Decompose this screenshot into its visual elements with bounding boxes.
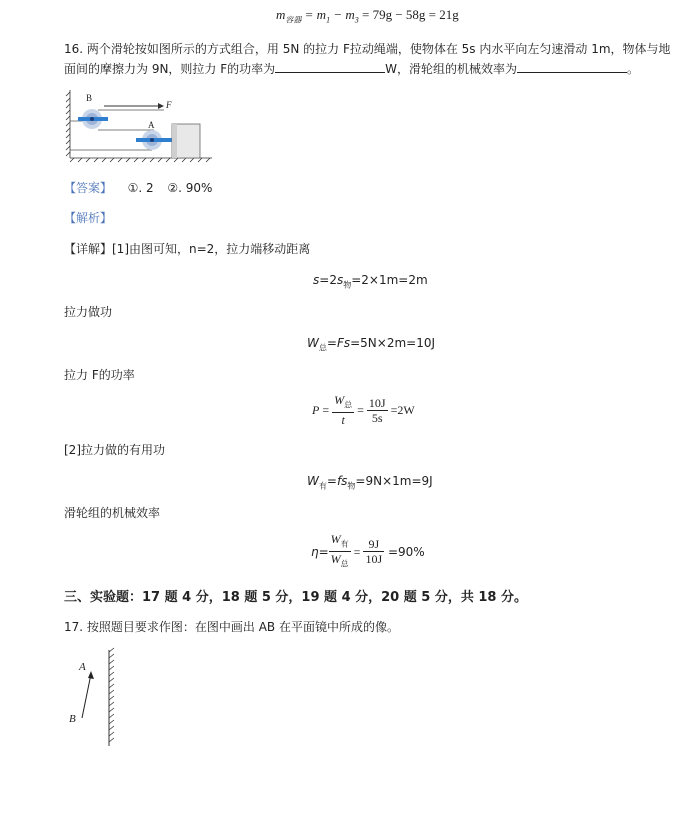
formula-useful-work — [307, 472, 433, 495]
block-object — [172, 124, 200, 158]
q16-line2-prefix: 面间的摩擦力为 9N，则拉力 F的功率为 — [64, 62, 276, 76]
text-efficiency: 滑轮组的机械效率 — [64, 506, 161, 520]
label-f: F — [166, 100, 172, 110]
wall-hatch — [66, 90, 70, 158]
answer-1: ①. 2 — [127, 181, 154, 195]
formula-work — [307, 334, 435, 357]
q16-line2 — [64, 60, 639, 78]
q16-line1: 16. 两个滑轮按如图所示的方式组合，用 5N 的拉力 F拉动绳端，使物体在 5s 内水平向左匀速滑动 1m，物体与地 — [64, 42, 671, 56]
label-a-mirror: A — [79, 661, 86, 673]
f4-fs: fs — [336, 474, 348, 488]
f3-frac2 — [367, 396, 388, 425]
formula-rest: = 79g − 58g = 21g — [358, 7, 459, 22]
f5-rest: =90% — [384, 544, 425, 559]
pulley-diagram — [64, 88, 214, 164]
text-work: 拉力做功 — [64, 305, 113, 319]
section-3-heading: 三、实验题：17 题 4 分，18 题 5 分，19 题 4 分，20 题 5 分，共 18 分。 — [64, 590, 527, 605]
label-b-mirror: B — [69, 713, 76, 725]
f4-eq: = — [326, 474, 337, 488]
q16-line2-unit: W，滑轮组的机械效率为 — [385, 62, 518, 76]
analysis-tag: 【解析】 — [64, 211, 113, 225]
f4-sub: 有 — [318, 481, 327, 491]
formula-efficiency — [311, 532, 425, 574]
f4-rest: =9N×1m=9J — [355, 474, 433, 488]
arrow-ab-head — [88, 671, 94, 679]
f1-sub: 物 — [343, 280, 352, 290]
pulley-a — [136, 130, 174, 150]
f5-num-sub: 有 — [340, 539, 349, 549]
formula-minus: − m — [330, 7, 355, 22]
f3-eq2: = — [354, 403, 367, 418]
answer-tag: 【答案】 — [64, 181, 113, 195]
f5-eq: = — [318, 544, 329, 559]
pulley-b — [78, 109, 108, 129]
f3-num2: 10J — [368, 395, 386, 410]
q17-text: 17. 按照题目要求作图：在图中画出 AB 在平面镜中所成的像。 — [64, 620, 399, 634]
text-useful-work: [2]拉力做的有用功 — [64, 443, 165, 457]
formula-distance — [313, 271, 428, 294]
f1-s: s — [313, 273, 320, 287]
f2-eq: = — [326, 336, 337, 350]
f2-w: W — [307, 336, 319, 350]
formula-power — [312, 393, 415, 433]
detail-intro: 【详解】[1]由图可知，n=2，拉力端移动距离 — [64, 242, 311, 256]
arrow-ab — [82, 674, 91, 718]
f4-sub2: 物 — [347, 481, 356, 491]
f5-eta: η — [311, 544, 319, 559]
f3-eq: = — [319, 403, 333, 418]
f5-den: W — [330, 552, 341, 567]
f3-den2: 5s — [367, 410, 388, 425]
f2-rest: =5N×2m=10J — [350, 336, 436, 350]
f5-den2: 10J — [365, 552, 383, 567]
mirror-hatch — [109, 648, 114, 742]
f5-frac2 — [363, 537, 384, 566]
f3-num-sub: 总 — [344, 400, 353, 410]
f3-num: W — [334, 393, 345, 407]
f3-den: t — [332, 412, 354, 427]
f3-frac1 — [332, 393, 354, 427]
q16-line2-end: 。 — [627, 62, 640, 76]
formula-m-sub: 容器 — [285, 15, 302, 25]
f5-eq2: = — [350, 544, 364, 559]
f2-sub: 总 — [318, 343, 327, 353]
label-a: A — [148, 120, 155, 130]
f5-frac1 — [329, 532, 351, 572]
force-arrow-head — [158, 103, 164, 109]
f3-p: P — [312, 403, 320, 418]
f5-den-sub: 总 — [340, 559, 349, 569]
formula-sub1: 1 — [326, 15, 331, 25]
answer-2: ②. 90% — [167, 181, 213, 195]
q16-blank-efficiency[interactable] — [517, 60, 627, 73]
f3-rest: =2W — [387, 403, 415, 418]
f1-rest: =2×1m=2m — [351, 273, 428, 287]
text-power: 拉力 F的功率 — [64, 368, 135, 382]
formula-m: m — [276, 7, 286, 22]
answer-line — [64, 179, 212, 197]
formula-eq1: = m — [301, 7, 327, 22]
formula-sub3: 3 — [354, 15, 359, 25]
floor-hatch — [70, 158, 212, 162]
formula-mass — [276, 6, 459, 30]
q16-blank-power[interactable] — [275, 60, 385, 73]
f1-s2: s — [336, 273, 344, 287]
f5-num2: 9J — [368, 537, 380, 552]
f2-fs: Fs — [336, 336, 351, 350]
mirror-diagram — [64, 646, 124, 750]
label-b: B — [86, 93, 93, 103]
f4-w: W — [307, 474, 319, 488]
f1-eq: =2 — [319, 273, 337, 287]
f5-num: W — [330, 532, 341, 546]
